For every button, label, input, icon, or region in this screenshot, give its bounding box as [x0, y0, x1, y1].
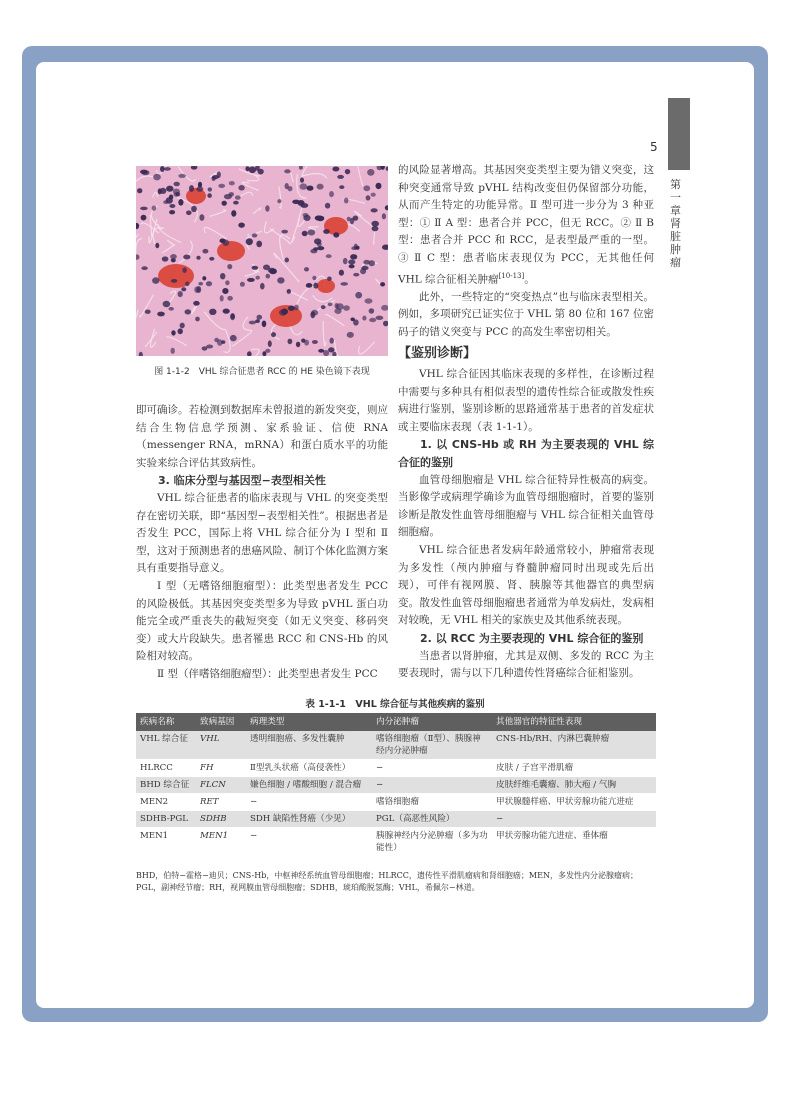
paragraph: VHL 综合征患者的临床表现与 VHL 的突变类型存在密切关联，即“基因型−表型相关性”。根据患者是否发生 PCC，国际上将 VHL 综合征分为 Ⅰ 型和 Ⅱ 型，这对于预测患者的患癌风险、制订个体化监测方案具有重要指导意义。 [136, 491, 388, 575]
figure-caption: 图 1-1-2 VHL 综合征患者 RCC 的 HE 染色镜下表现 [154, 367, 370, 377]
table-cell: FH [196, 760, 246, 777]
table-cell: MEN2 [136, 794, 196, 811]
column-header: 内分泌肿瘤 [372, 713, 492, 731]
table-footnote: BHD，伯特−霍格−迪贝；CNS-Hb，中枢神经系统血管母细胞瘤；HLRCC，遗传性平滑肌瘤病和肾细胞癌；MEN，多发性内分泌腺瘤病；PGL，副神经节瘤；RH，视网膜血管母细胞瘤；SDHB，琥珀酸脱氢酶；VHL，希佩尔−林道。 [136, 871, 638, 892]
paragraph: 即可确诊。若检测到数据库未曾报道的新发突变，则应结合生物信息学预测、家系验证、信使 RNA（messenger RNA，mRNA）和蛋白质水平的功能实验来综合评估其致病性。 [136, 404, 388, 469]
table-title: 表 1-1-1 VHL 综合征与其他疾病的鉴别 [305, 699, 485, 710]
table-cell: 甲状旁腺功能亢进症、垂体瘤 [492, 828, 656, 857]
table-cell: 甲状腺髓样癌、甲状旁腺功能亢进症 [492, 794, 656, 811]
table-row [136, 794, 656, 811]
paragraph-end: 。 [524, 273, 535, 286]
table-cell: 胰腺神经内分泌肿瘤（多为功能性） [372, 828, 492, 857]
paragraph: VHL 综合征患者发病年龄通常较小，肿瘤常表现为多发性（颅内肿瘤与脊髓肿瘤同时出现或先后出现），可伴有视网膜、肾、胰腺等其他器官的典型病变。散发性血管母细胞瘤患者通常为单发病灶，发病相对较晚，无 VHL 相关的家族史及其他系统表现。 [398, 543, 654, 627]
table-cell: MEN1 [136, 828, 196, 857]
column-header: 疾病名称 [136, 713, 196, 731]
histology-image [136, 166, 388, 356]
table-cell: HLRCC [136, 760, 196, 777]
table-cell: VHL [196, 731, 246, 760]
paragraph: 当患者以肾肿瘤，尤其是双侧、多发的 RCC 为主要表现时，需与以下几种遗传性肾癌综合征相鉴别。 [398, 649, 654, 680]
table-cell: − [372, 760, 492, 777]
table-cell: CNS-Hb/RH、内淋巴囊肿瘤 [492, 731, 656, 760]
table-cell: 嗜铬细胞瘤 [372, 794, 492, 811]
paragraph: 此外，一些特定的“突变热点”也与临床表型相关。例如，多项研究已证实位于 VHL 第 80 位和 167 位密码子的错义突变与 PCC 的高发生率密切相关。 [398, 290, 654, 338]
column-header: 病理类型 [246, 713, 372, 731]
table-cell: FLCN [196, 777, 246, 794]
table-row [136, 777, 656, 794]
paragraph: Ⅰ 型（无嗜铬细胞瘤型）：此类型患者发生 PCC 的风险极低。其基因突变类型多为导致 pVHL 蛋白功能完全或严重丧失的截短突变（如无义突变、移码突变）或大片段缺失。患者罹患 RCC 和 CNS-Hb 的风险相对较高。 [136, 579, 388, 663]
chapter-label: 第一章 肾脏肿瘤 [670, 178, 681, 269]
table-cell: 皮肤 / 子宫平滑肌瘤 [492, 760, 656, 777]
table-cell: SDHB [196, 811, 246, 828]
table-cell: 嫌色细胞 / 嗜酸细胞 / 混合瘤 [246, 777, 372, 794]
table-cell: − [246, 794, 372, 811]
subheading: 3. 临床分型与基因型−表型相关性 [158, 474, 326, 488]
table-row [136, 828, 656, 857]
table-cell: 皮肤纤维毛囊瘤、肺大疱 / 气胸 [492, 777, 656, 794]
table-cell: 嗜铬细胞瘤（Ⅱ型）、胰腺神经内分泌肿瘤 [372, 731, 492, 760]
chapter-tab [668, 98, 690, 170]
page-number: 5 [650, 140, 658, 154]
table-cell: SDH 缺陷性肾癌（少见） [246, 811, 372, 828]
table-row [136, 811, 656, 828]
table-cell: MEN1 [196, 828, 246, 857]
paragraph: 血管母细胞瘤是 VHL 综合征特异性极高的病变。当影像学或病理学确诊为血管母细胞瘤时，首要的鉴别诊断是散发性血管母细胞瘤与 VHL 综合征相关血管母细胞瘤。 [398, 473, 654, 539]
left-column [136, 402, 388, 684]
table-cell: SDHB-PGL [136, 811, 196, 828]
table-cell: 透明细胞癌、多发性囊肿 [246, 731, 372, 760]
column-header: 其他器官的特征性表现 [492, 713, 656, 731]
table-row [136, 760, 656, 777]
table-cell: − [372, 777, 492, 794]
subheading: 2. 以 RCC 为主要表现的 VHL 综合征的鉴别 [420, 631, 644, 645]
table-cell: − [492, 811, 656, 828]
table-row [136, 731, 656, 760]
section-heading: 【鉴别诊断】 [398, 346, 477, 361]
table-cell: VHL 综合征 [136, 731, 196, 760]
paragraph [398, 162, 654, 289]
diagnosis-table [136, 713, 656, 857]
table-header-row [136, 713, 656, 731]
column-header: 致病基因 [196, 713, 246, 731]
histology-micrograph [136, 166, 388, 356]
right-column-bottom [398, 366, 654, 683]
table-cell: PGL（高恶性风险） [372, 811, 492, 828]
table-cell: Ⅱ型乳头状癌（高侵袭性） [246, 760, 372, 777]
right-column-top [398, 162, 654, 341]
paragraph-text: 的风险显著增高。其基因突变类型主要为错义突变，这种突变通常导致 pVHL 结构改变但仍保留部分功能，从而产生特定的功能异常。Ⅱ 型可进一步分为 3 种亚型：① Ⅱ A 型：患者合并 PCC，但无 RCC。② Ⅱ B 型：患者合并 PCC 和 RCC，是表型最严重的一型。③ Ⅱ C 型：患者临床表现仅为 PCC，无其他任何 VHL 综合征相关肿瘤 [398, 164, 654, 286]
table-cell: BHD 综合征 [136, 777, 196, 794]
table-cell: − [246, 828, 372, 857]
table-cell: RET [196, 794, 246, 811]
citation: [10-13] [498, 271, 525, 280]
paragraph: VHL 综合征因其临床表现的多样性，在诊断过程中需要与多种具有相似表型的遗传性综合征或散发性疾病进行鉴别，鉴别诊断的思路通常基于患者的首发症状或主要临床表现（表 1-1-1）。 [398, 368, 654, 433]
subheading: 1. 以 CNS-Hb 或 RH 为主要表现的 VHL 综合征的鉴别 [398, 438, 654, 469]
paragraph: Ⅱ 型（伴嗜铬细胞瘤型）：此类型患者发生 PCC [157, 667, 378, 680]
